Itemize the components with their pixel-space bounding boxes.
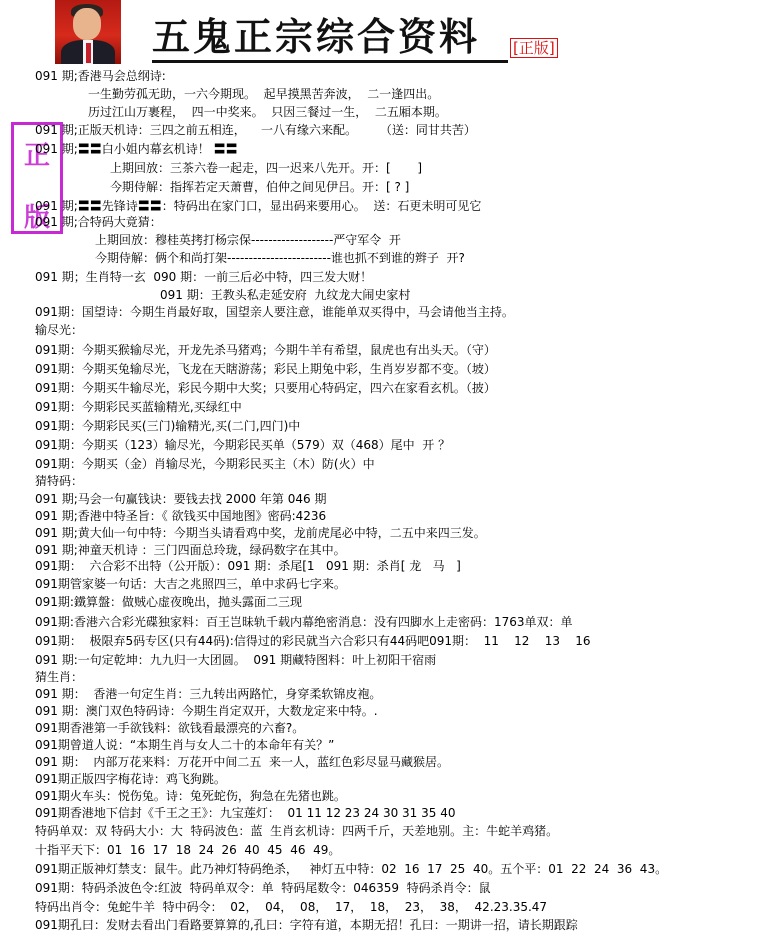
text-line: 一生勤劳孤无助，一六今期现。 起早摸黑苦奔波， 二一逢四出。: [88, 87, 440, 101]
text-line: 091 期;〓〓白小姐内幕玄机诗！ 〓〓: [35, 142, 238, 156]
text-line: 上期回放：三茶六卷一起走，四一迟来八先开。开：[ ]: [110, 161, 423, 175]
text-line: 猜生肖：: [35, 670, 84, 684]
text-line: 特码出肖令：兔蛇牛羊 特中码令： 02， 04， 08， 17， 18， 23， 38， 42.23.35.47: [35, 900, 548, 914]
text-line: 输尽光：: [35, 323, 84, 337]
text-line: 091期：特码杀波色令:红波 特码单双令：单 特码尾数令：046359 特码杀肖令：鼠: [35, 881, 491, 895]
text-line: 091期火车头：悦伤兔。诗：兔死蛇伤，狗急在先猪也跳。: [35, 789, 346, 803]
text-line: 今期侍解：指挥若定天萧曹，伯仲之间见伊吕。开：[ ? ]: [110, 180, 410, 194]
text-line: 091 期;黄大仙一句中特：今期当头请看鸡中奖，龙前虎尾必中特，二五中来四三发。: [35, 526, 486, 540]
text-line: 今期侍解：俩个和尚打架------------------------谁也抓不到谁的辫子 开?: [95, 251, 465, 265]
text-line: 091期： 六合彩不出特（公开版）：091 期：杀尾[1 091 期：杀肖[ 龙 马 ]: [35, 559, 461, 573]
text-line: 091期:鐵算盤：做贼心虚夜晚出，抛头露面二三现: [35, 595, 302, 609]
text-line: 091期:香港六合彩光碟独家料：百王岂昧轨千载内幕绝密消息：没有四脚水上走密码：1763单双：单: [35, 615, 573, 629]
text-line: 十指平天下：01 16 17 18 24 26 40 45 46 49。: [35, 843, 341, 857]
title-underline: [152, 60, 508, 63]
text-line: 091期：今期买（123）输尽光，今期彩民买单（579）双（468）尾中 开 ？: [35, 438, 451, 452]
edition-badge: [正版]: [510, 38, 558, 58]
text-line: 091期：今期买（金）肖输尽光，今期彩民买主（木）防(火）中: [35, 457, 375, 471]
text-line: 猜特码：: [35, 474, 84, 488]
text-line: 091 期:一句定乾坤：九九归一大团圆。 091 期藏特图料：叶上初阳干宿雨: [35, 653, 437, 667]
text-line: 091期香港第一手欲钱料：欲钱看最漂亮的六畜?。: [35, 721, 305, 735]
text-line: 091 期;神童天机诗 ：三门四面总玲珑，绿码数字在其中。: [35, 543, 346, 557]
text-line: 历过江山万裹程， 四一中奖来。 只因三餐过一生， 二五厢本期。: [88, 105, 447, 119]
text-line: 091期：今期买牛输尽光，彩民今期中大奖；只要用心特码定，四六在家看玄机。（披）: [35, 381, 496, 395]
page-title: 五鬼正宗综合资料: [152, 14, 481, 59]
text-line: 091期曾道人说：“本期生肖与女人二十的本命年有关？”: [35, 738, 335, 752]
text-line: 091 期：王教头私走延安府 九纹龙大闹史家村: [160, 288, 411, 302]
text-line: 091期：今期彩民买蓝输精光,买绿红中: [35, 400, 242, 414]
text-line: 091期孔曰：发财去看出门看路要算算的,孔曰：字符有道，本期无招！孔曰：一期讲一招，请长期跟踪: [35, 918, 578, 932]
text-line: 091 期;香港马会总纲诗:: [35, 69, 166, 83]
text-line: 091期管家婆一句话：大吉之兆照四三，单中求码七字来。: [35, 577, 346, 591]
text-line: 091期香港地下信封《千王之王》：九宝莲灯： 01 11 12 23 24 30 31 35 40: [35, 806, 456, 820]
text-line: 091 期： 内部万花来料：万花开中间二五 来一人，蓝红色彩尽显马藏猴居。: [35, 755, 449, 769]
text-line: 091 期;马会一句赢钱诀：要钱去找 2000 年第 046 期: [35, 492, 327, 506]
stamp-char-1: 正: [24, 141, 51, 171]
text-line: 091期：今期买猴输尽光，开龙先杀马猪鸡；今期牛羊有希望，鼠虎也有出头天。（守）: [35, 343, 496, 357]
text-line: 091期： 极限弃5码专区(只有44码):信得过的彩民就当六合彩只有44码吧091期： 11 12 13 16: [35, 634, 591, 648]
text-line: 091 期;〓〓先锋诗〓〓：特码出在家门口，显出码来要用心。 送：石更未明可见它: [35, 199, 482, 213]
text-line: 091期：国望诗：今期生肖最好取，国望亲人要注意，谁能单双买得中，马会请他当主持。: [35, 305, 514, 319]
stamp-char-2: 版: [24, 203, 51, 233]
text-line: 091 期;合特码大竟猜：: [35, 215, 162, 229]
avatar: [55, 0, 121, 64]
text-line: 091期正版四字梅花诗：鸡飞狗跳。: [35, 772, 226, 786]
text-line: 上期回放：穆桂英拷打杨宗保-------------------严守军令 开: [95, 233, 401, 247]
text-line: 091期：今期彩民买(三门)输精光,买(二门,四门)中: [35, 419, 301, 433]
text-line: 091 期;香港中特圣旨：《 欲钱买中国地图》密码:4236: [35, 509, 327, 523]
text-line: 091 期；生肖特一玄 090 期：一前三后必中特，四三发大财！: [35, 270, 373, 284]
text-line: 091期正版神灯禁支：鼠牛。此乃神灯特码绝杀， 神灯五中特：02 16 17 25 40。五个平：01 22 24 36 43。: [35, 862, 668, 876]
text-line: 091 期：澳门双色特码诗：今期生肖定双开，大数龙定来中特。.: [35, 704, 378, 718]
text-line: 091期：今期买兔输尽光，飞龙在天瞎游荡；彩民上期兔中彩，生肖岁岁都不变。（坡）: [35, 362, 496, 376]
text-line: 特码单双：双 特码大小：大 特码波色：蓝 生肖玄机诗：四两千斤，天差地别。主：牛蛇羊鸡猪。: [35, 824, 559, 838]
text-line: 091 期： 香港一句定生肖：三九转出两路忙，身穿柔软锦皮袍。: [35, 687, 382, 701]
text-line: 091 期;正版天机诗：三四之前五相连， 一八有缘六来配。 （送：同甘共苦）: [35, 123, 476, 137]
